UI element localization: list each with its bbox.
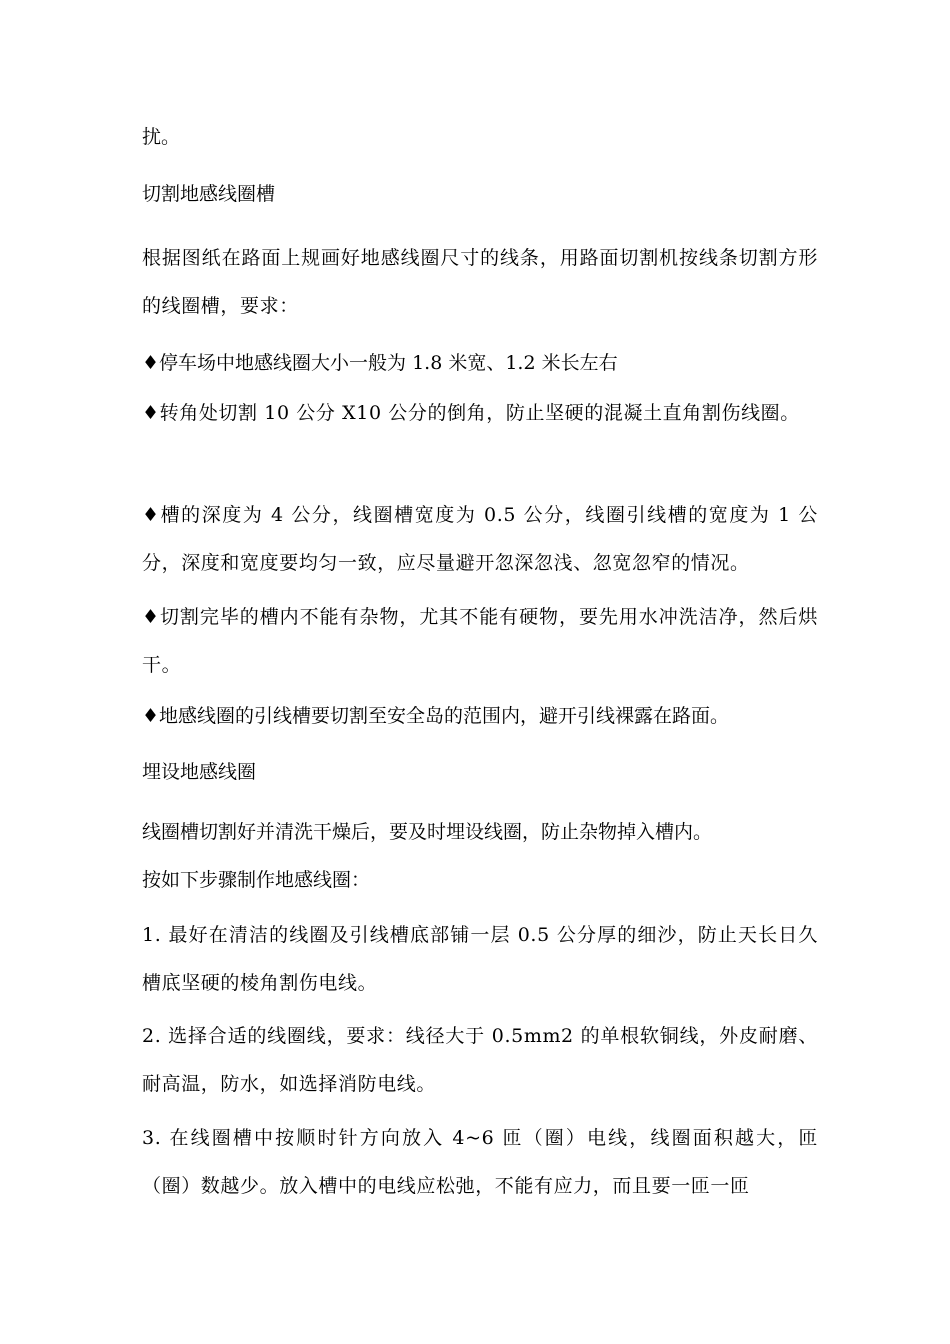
bullet-lead-slot: ♦地感线圈的引线槽要切割至安全岛的范围内，避开引线裸露在路面。	[142, 705, 730, 727]
section-heading-cut-slot: 切割地感线圈槽	[142, 183, 276, 205]
step-2: 2. 选择合适的线圈线，要求：线径大于 0.5mm2 的单根软铜线，外皮耐磨、耐高温，防水，如选择消防电线。	[142, 1025, 818, 1095]
section-heading-bury-coil: 埋设地感线圈	[142, 761, 257, 783]
bullet-clean-slot: ♦切割完毕的槽内不能有杂物，尤其不能有硬物，要先用水冲洗洁净，然后烘干。	[142, 606, 818, 676]
bullet-corner-chamfer: ♦转角处切割 10 公分 X10 公分的倒角，防止坚硬的混凝土直角割伤线圈。	[142, 402, 800, 424]
bullet-slot-depth: ♦槽的深度为 4 公分，线圈槽宽度为 0.5 公分，线圈引线槽的宽度为 1 公分，深度和宽度要均匀一致，应尽量避开忽深忽浅、忽宽忽窄的情况。	[142, 504, 818, 574]
paragraph-continuation: 扰。	[142, 126, 181, 148]
paragraph-cut-intro: 根据图纸在路面上规画好地感线圈尺寸的线条，用路面切割机按线条切割方形的线圈槽，要求：	[142, 247, 818, 317]
step-3: 3. 在线圈槽中按顺时针方向放入 4~6 匝（圈）电线，线圈面积越大，匝（圈）数越少。放入槽中的电线应松弛，不能有应力，而且要一匝一匝	[142, 1127, 818, 1197]
paragraph-bury-intro: 线圈槽切割好并清洗干燥后，要及时埋设线圈，防止杂物掉入槽内。	[142, 821, 713, 843]
step-1: 1. 最好在清洁的线圈及引线槽底部铺一层 0.5 公分厚的细沙，防止天长日久槽底坚硬的棱角割伤电线。	[142, 924, 818, 994]
bullet-coil-size: ♦停车场中地感线圈大小一般为 1.8 米宽、1.2 米长左右	[142, 352, 618, 374]
paragraph-steps-intro: 按如下步骤制作地感线圈：	[142, 869, 371, 891]
